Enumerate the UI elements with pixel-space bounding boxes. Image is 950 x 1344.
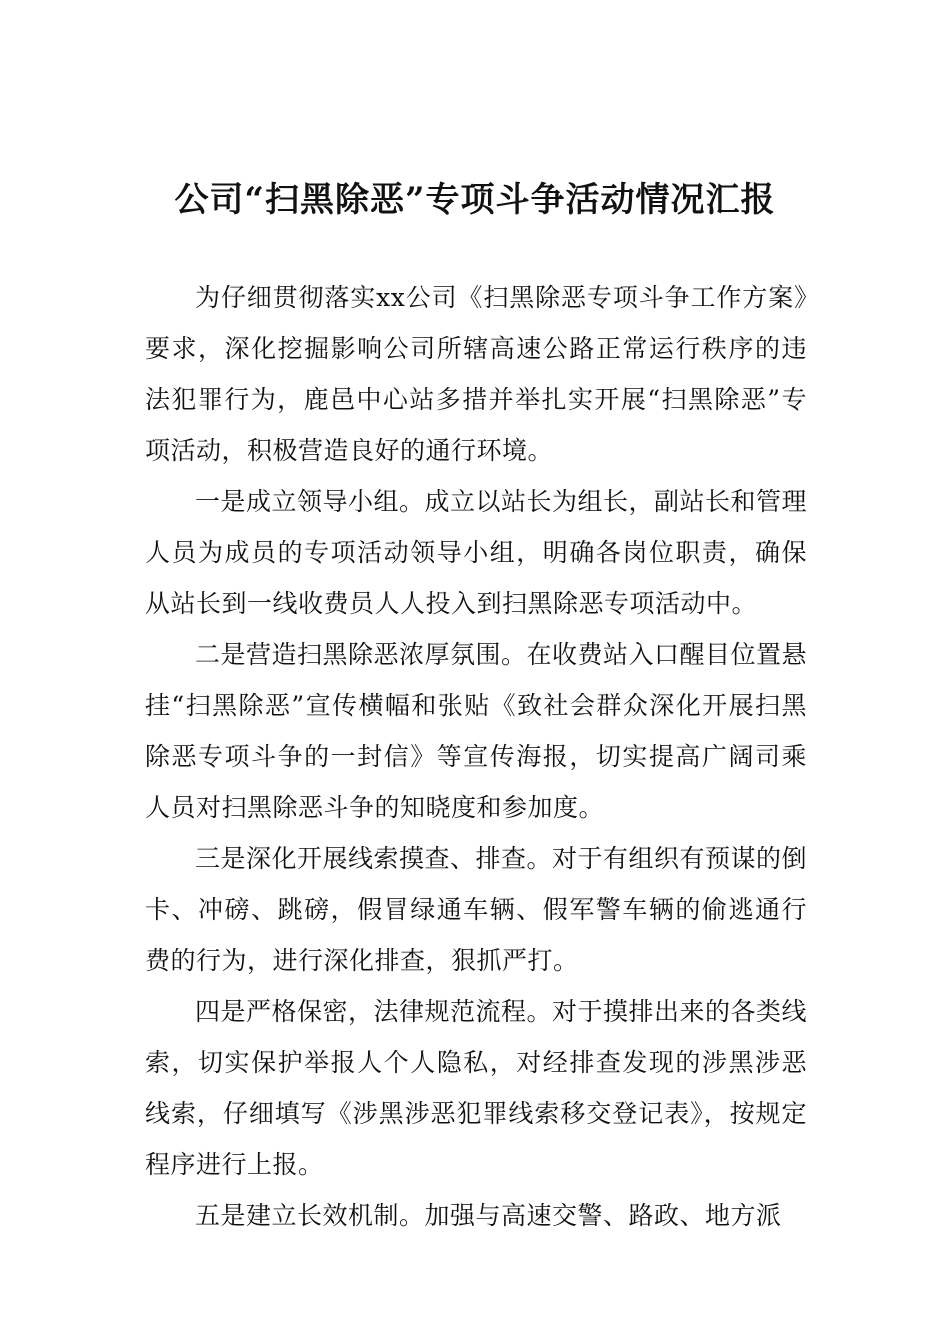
paragraph-item-3: 三是深化开展线索摸查、排查。对于有组织有预谋的倒卡、冲磅、跳磅，假冒绿通车辆、假军警车辆的偷逃通行费的行为，进行深化排查，狠抓严打。: [145, 844, 808, 975]
paragraph-item-5: 五是建立长效机制。加强与高速交警、路政、地方派: [195, 1201, 782, 1230]
document-body: [145, 272, 807, 1241]
paragraph-item-2: 二是营造扫黑除恶浓厚氛围。在收费站入口醒目位置悬挂“扫黑除恶”宣传横幅和张贴《致社会群众深化开展扫黑除恶专项斗争的一封信》等宣传海报，切实提高广阔司乘人员对扫黑除恶斗争的知晓度和参加度。: [145, 640, 808, 822]
document-title: 公司“扫黑除恶”专项斗争活动情况汇报: [174, 180, 776, 220]
paragraph-item-1: 一是成立领导小组。成立以站长为组长，副站长和管理人员为成员的专项活动领导小组，明确各岗位职责，确保从站长到一线收费员人人投入到扫黑除恶专项活动中。: [145, 487, 808, 618]
paragraph-item-4: 四是严格保密，法律规范流程。对于摸排出来的各类线索，切实保护举报人个人隐私，对经排查发现的涉黑涉恶线索，仔细填写《涉黑涉恶犯罪线索移交登记表》，按规定程序进行上报。: [145, 997, 808, 1179]
paragraph-intro: 为仔细贯彻落实xx公司《扫黑除恶专项斗争工作方案》要求，深化挖掘影响公司所辖高速公路正常运行秩序的违法犯罪行为，鹿邑中心站多措并举扎实开展“扫黑除恶”专项活动，积极营造良好的通行环境。: [145, 283, 807, 465]
